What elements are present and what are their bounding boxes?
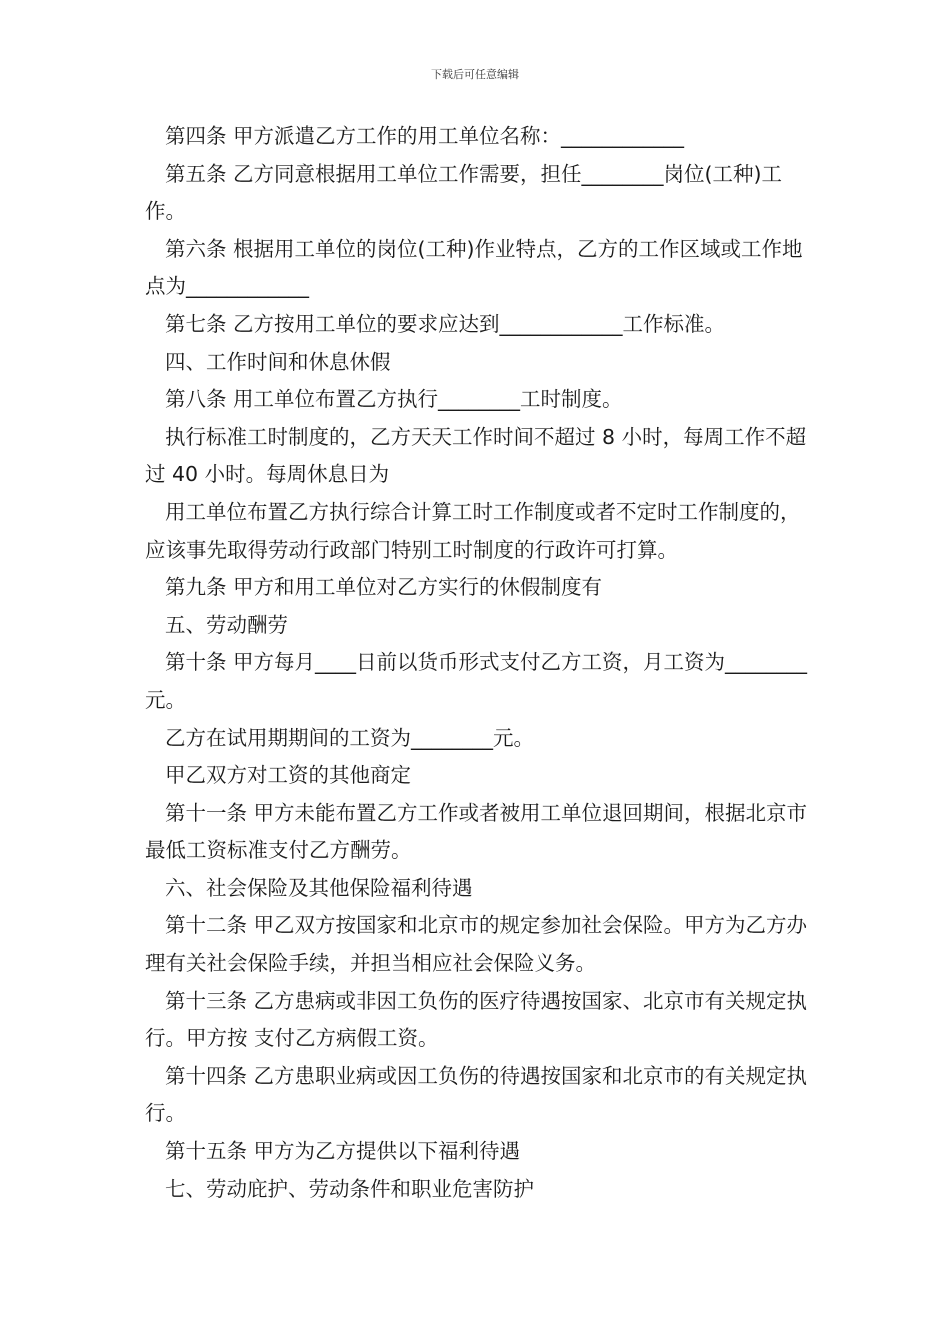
page-header: 下载后可任意编辑: [431, 68, 519, 81]
section-heading-work-hours: 四、工作时间和休息休假: [165, 349, 391, 374]
clause-8: 第八条 用工单位布置乙方执行________工时制度。: [165, 387, 623, 412]
clause-9: 第九条 甲方和用工单位对乙方实行的休假制度有: [165, 575, 603, 600]
clause-10: 第十条 甲方每月____日前以货币形式支付乙方工资，月工资为________元。: [145, 650, 808, 712]
clause-5: 第五条 乙方同意根据用工单位工作需要，担任________岗位(工种)工作。: [145, 161, 783, 224]
special-hours-paragraph: 用工单位布置乙方执行综合计算工时工作制度或者不定时工作制度的，应该事先取得劳动行政部门特别工时制度的行政许可打算。: [145, 499, 801, 562]
section-heading-social-insurance: 六、社会保险及其他保险福利待遇: [165, 875, 473, 900]
probation-wage-paragraph: 乙方在试用期期间的工资为________元。: [165, 725, 534, 750]
clause-4: 第四条 甲方派遣乙方工作的用工单位名称：____________: [165, 124, 685, 148]
section-heading-remuneration: 五、劳动酬劳: [165, 612, 288, 637]
clause-15: 第十五条 甲方为乙方提供以下福利待遇: [165, 1139, 521, 1164]
clause-13: 第十三条 乙方患病或非因工负伤的医疗待遇按国家、北京市有关规定执行。甲方按 支付乙方病假工资。: [145, 988, 808, 1051]
clause-12: 第十二条 甲乙双方按国家和北京市的规定参加社会保险。甲方为乙方办理有关社会保险手续，并担当相应社会保险义务。: [145, 913, 808, 976]
clause-6: 第六条 根据用工单位的岗位(工种)作业特点，乙方的工作区域或工作地点为____________: [145, 236, 803, 299]
clause-7: 第七条 乙方按用工单位的要求应达到____________工作标准。: [165, 311, 726, 336]
section-heading-labor-protection: 七、劳动庇护、劳动条件和职业危害防护: [165, 1176, 534, 1201]
document-body: [145, 118, 810, 1208]
clause-14: 第十四条 乙方患职业病或因工负伤的待遇按国家和北京市的有关规定执行。: [145, 1063, 808, 1126]
standard-hours-paragraph: 执行标准工时制度的，乙方天天工作时间不超过 8 小时，每周工作不超过 40 小时。每周休息日为: [145, 424, 807, 487]
clause-11: 第十一条 甲方未能布置乙方工作或者被用工单位退回期间，根据北京市最低工资标准支付乙方酬劳。: [145, 800, 808, 863]
other-wage-agreement: 甲乙双方对工资的其他商定: [165, 763, 411, 788]
